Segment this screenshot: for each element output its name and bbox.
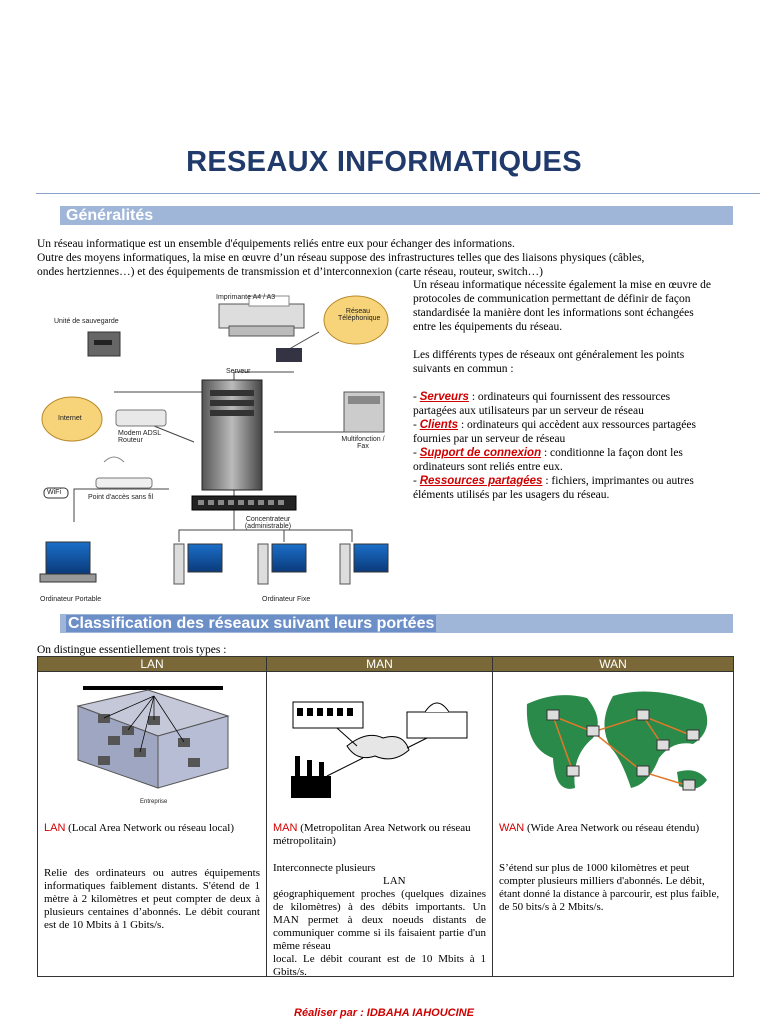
desktop-computer-icon [258,544,306,584]
wan-illustration [493,676,733,806]
page-title: RESEAUX INFORMATIQUES [186,146,582,178]
man-illustration [267,676,492,806]
wan-description: S’étend sur plus de 1000 kilomètres et peut compter plusieurs milliers d'abonnés. Le débit, étant donné la distance à parcourir, est plus faible, de 50 bits/s à 2 Mbits/s. [499,862,720,913]
term-clients: Clients [419,419,459,431]
section-heading-classification: Classification des réseaux suivant leurs portées [60,614,733,633]
classification-intro: On distingue essentiellement trois types : [37,644,227,656]
man-acronym: MAN (Metropolitan Area Network ou réseau métropolitain) [273,822,471,847]
phone-network-label: Réseau Téléphonique [338,308,381,322]
lan-cell [38,672,267,977]
laptop-label: Ordinateur Portable [40,596,102,603]
wifi-label: WiFi [47,489,61,496]
man-description: Interconnecte plusieurs LAN géographiquement proches (quelques dizaines de kilomètres) à des débits importants. Un MAN permet à deux noeuds distants de communiquer comme si ils faisaient partie d'un même réseau local. Le débit courant est de 10 Mbits à 1 Gbits/s. [273,862,486,978]
intro-text: Un réseau informatique est un ensemble d'équipements reliés entre eux pour échanger des informations. Outre des moyens informatiques, la mise en œuvre d’un réseau suppose des infrastructures telles que des liaisons physiques (câbles, ondes hertziennes…) et des équipements de transmission et d’interconnexion (carte réseau, routeur, switch…) [37,238,645,278]
list-item: - Serveurs : ordinateurs qui fournissent des ressources partagées aux utilisateurs par un serveur de réseau [413,391,671,417]
server-label: Serveur [226,368,251,375]
multifunction-label: Multifonction / Fax [341,436,385,450]
desktop-label: Ordinateur Fixe [262,596,311,603]
hub-label: Concentrateur (administrable) [244,516,292,530]
table-header-lan: LAN [38,657,267,672]
classification-table [37,656,734,977]
table-header-wan: WAN [493,657,734,672]
printer-label: Imprimante A4 / A3 [216,294,276,301]
list-item: - Support de connexion : conditionne la façon dont les ordinateurs sont reliés entre eux. [413,447,683,473]
footer-author: Réaliser par : IDBAHA IAHOUCINE [294,1007,474,1019]
wan-acronym: WAN (Wide Area Network ou réseau étendu) [499,822,700,834]
modem-box-icon [276,348,302,362]
switch-icon [192,496,296,510]
internet-label: Internet [58,415,82,422]
wifi-ap-label: Point d'accès sans fil [88,494,154,501]
table-header-man: MAN [267,657,493,672]
desktop-computer-icon [340,544,388,584]
list-item: - Clients : ordinateurs qui accèdent aux ressources partagées fournies par un serveur de réseau [413,419,696,445]
term-support: Support de connexion [419,447,542,459]
wifi-access-point-icon [96,457,152,488]
router-icon [116,410,166,426]
lan-illustration [38,676,266,806]
lan-caption: Entreprise [140,799,168,805]
man-cell [267,672,493,977]
printer-icon [219,296,304,336]
backup-label: Unité de sauvegarde [54,318,119,325]
backup-unit-icon [88,332,120,356]
lan-description: Relie des ordinateurs ou autres équipements informatiques faiblement distants. S'étend de 1 mètre à 2 kilomètres et peut compter de deux à plusieurs centaines d’abonnés. Le débit courant est de 10 Mbits à 1 Gbits/s. [44,867,260,931]
laptop-icon [40,542,96,582]
desktop-computer-icon [174,544,222,584]
network-diagram [34,282,406,610]
lan-acronym: LAN (Local Area Network ou réseau local) [44,822,234,834]
list-item: - Ressources partagées : fichiers, imprimantes ou autres éléments utilisés par les usagers du réseau. [413,475,694,501]
term-ressources: Ressources partagées [419,475,543,487]
wan-cell [493,672,734,977]
title-divider [36,193,760,194]
term-serveurs: Serveurs [419,391,469,403]
server-icon [202,380,262,490]
section-heading-generalites: Généralités [60,206,733,225]
right-column-text: Un réseau informatique nécessite également la mise en œuvre de protocoles de communication permettant de définir de façon standardisée la manière dont les informations sont échangées entre les équipements du réseau. Les différents types de réseaux ont généralement les points suivants en commun : - Serveurs : ordinateurs qui fournissent des ressources partagées aux utilisateurs par un serveur de réseau - Clients : ordinateurs qui accèdent aux ressources partagées fournies par un serveur de réseau - Support de connexion : conditionne la façon dont les ordinateurs sont reliés entre eux. - Ressources partagées : fichiers, imprimantes ou autres éléments utilisés par les usagers du réseau. [413,278,713,502]
multifunction-icon [344,392,384,432]
modem-label: Modem ADSL Routeur [118,430,161,444]
